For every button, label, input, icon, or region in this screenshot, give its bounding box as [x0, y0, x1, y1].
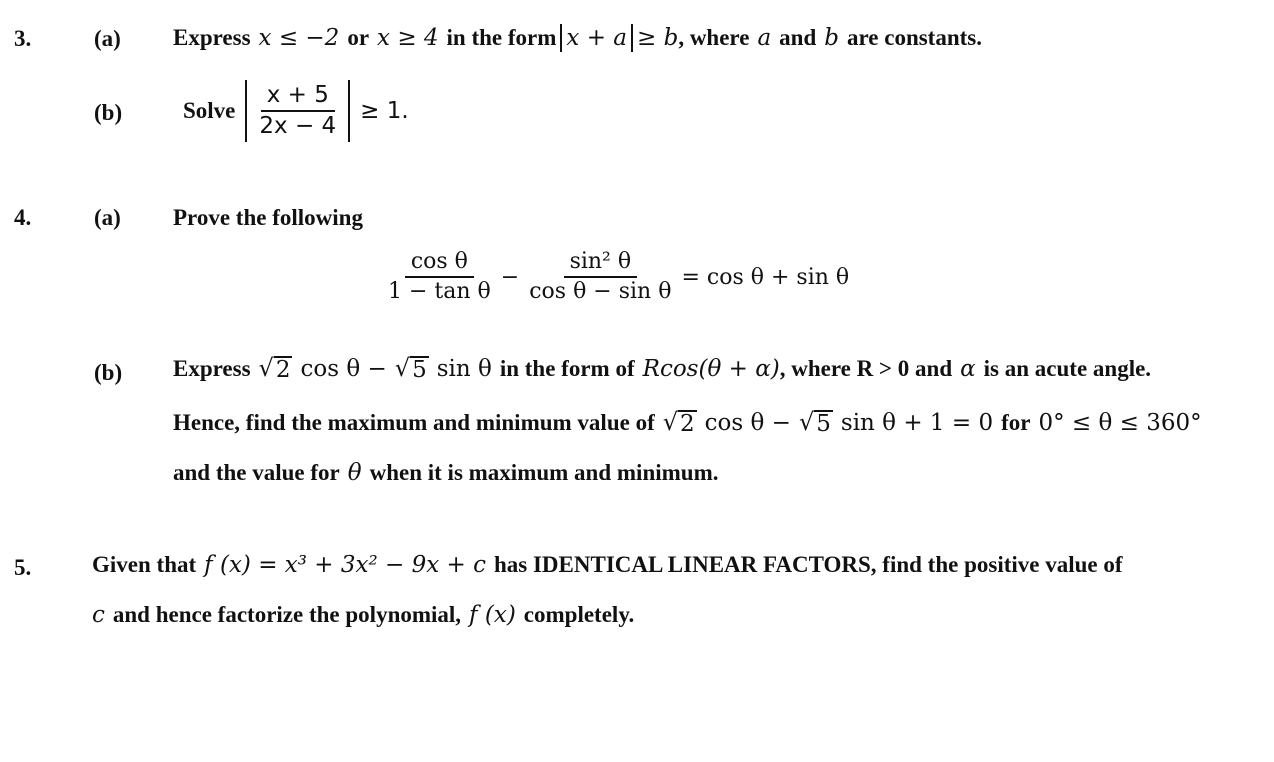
q4a-rhs: = cos θ + sin θ: [681, 264, 850, 290]
abs-bar-right: [348, 80, 350, 142]
q4a-fraction-2: [523, 250, 677, 304]
q3a-comma-where: , where: [678, 25, 750, 50]
q4a-identity: [378, 250, 849, 304]
radical-sign-icon: √: [258, 354, 274, 382]
q3a-ineq1: x ≤ −2: [258, 25, 340, 51]
q3a-and: and: [779, 25, 817, 50]
q5-fx: f (x): [469, 602, 516, 628]
q5-completely: completely.: [523, 602, 635, 627]
q3a-a-var: a: [757, 25, 772, 51]
sqrt-2: √ 2: [258, 354, 291, 383]
q3a-b-var: b: [824, 25, 839, 51]
q4b-express: Express: [173, 356, 251, 382]
q4b-line2-cos-minus: cos θ −: [704, 410, 791, 437]
q3a-or: or: [347, 25, 370, 50]
question-3-number: 3.: [14, 26, 32, 51]
abs-bar-right: [631, 24, 633, 52]
sqrt-5: √ 5: [798, 408, 831, 437]
question-5-number: 5.: [14, 555, 32, 580]
q5-hence: and hence factorize the polynomial,: [112, 602, 462, 627]
q5-given: Given that: [92, 552, 197, 577]
q3-part-b-label: (b): [94, 100, 123, 125]
q4b-in-the-form: in the form of: [499, 356, 635, 382]
q3-part-a-label: (a): [94, 26, 121, 51]
radical-sign-icon: √: [798, 408, 815, 436]
q5-line-2: [92, 602, 634, 628]
q4a-frac1-num: cos θ: [405, 250, 474, 278]
q3b-fraction: [253, 83, 342, 140]
q4b-sin-theta: sin θ: [436, 356, 492, 383]
q4a-minus: −: [500, 264, 520, 290]
q4b-alpha: α: [960, 356, 976, 383]
q3b-numerator: x + 5: [261, 83, 335, 112]
q3b-rhs: ≥ 1.: [360, 98, 409, 124]
q4a-frac2-den: cos θ − sin θ: [529, 279, 672, 305]
q5-fx-def: f (x) = x³ + 3x² − 9x + c: [204, 552, 486, 578]
q3a-are-constants: are constants.: [846, 25, 982, 50]
radical-sign-icon: √: [394, 354, 411, 382]
q4b-rform: Rcos(θ + α): [642, 356, 780, 383]
q3b-denominator: 2x − 4: [259, 113, 337, 139]
q3b-solve: Solve: [183, 98, 236, 123]
sqrt-2: √ 2: [662, 408, 695, 437]
q4b-line-3: [173, 460, 718, 486]
q4b-when: when it is maximum and minimum.: [369, 460, 719, 485]
q4b-cos-minus: cos θ −: [300, 356, 387, 383]
radical-sign-icon: √: [662, 408, 679, 436]
q4b-where: , where R > 0 and: [779, 356, 953, 382]
question-4-number: 4.: [14, 205, 32, 230]
q3a-abs-inner: x + a: [566, 25, 627, 51]
q4b-line-2: [173, 410, 1202, 436]
q4a-frac2-num: sin² θ: [564, 250, 638, 278]
q3a-ineq2: x ≥ 4: [377, 25, 439, 51]
q4-part-b-label: (b): [94, 360, 123, 385]
q4a-prove: Prove the following: [173, 205, 363, 230]
q4b-line2-sin-eq: sin θ + 1 = 0: [840, 410, 994, 437]
q3a-in-the-form: in the form: [446, 25, 557, 50]
q4-part-a-label: (a): [94, 205, 121, 230]
q4b-range: 0° ≤ θ ≤ 360°: [1038, 410, 1202, 437]
abs-bar-left: [560, 24, 562, 52]
q3a-ge-b: ≥ b: [637, 25, 679, 51]
abs-bar-left: [245, 80, 247, 142]
sqrt-5: √ 5: [394, 354, 427, 383]
q5-c-var: c: [92, 602, 105, 628]
q4b-and-value: and the value for: [173, 460, 340, 485]
q4b-hence: Hence, find the maximum and minimum value of: [173, 410, 655, 436]
q3-part-a-text: [173, 24, 982, 52]
q3a-express: Express: [173, 25, 251, 50]
q4b-line-1: [173, 356, 1151, 382]
q4b-theta: θ: [347, 460, 362, 486]
q4a-frac1-den: 1 − tan θ: [388, 279, 491, 305]
q5-line-1: [92, 552, 1123, 578]
q3-part-b-text: [183, 80, 409, 142]
q5-identical: has IDENTICAL LINEAR FACTORS, find the positive value of: [493, 552, 1123, 577]
q4b-acute: is an acute angle.: [983, 356, 1152, 382]
q4a-fraction-1: [382, 250, 497, 304]
q4b-for: for: [1001, 410, 1031, 436]
